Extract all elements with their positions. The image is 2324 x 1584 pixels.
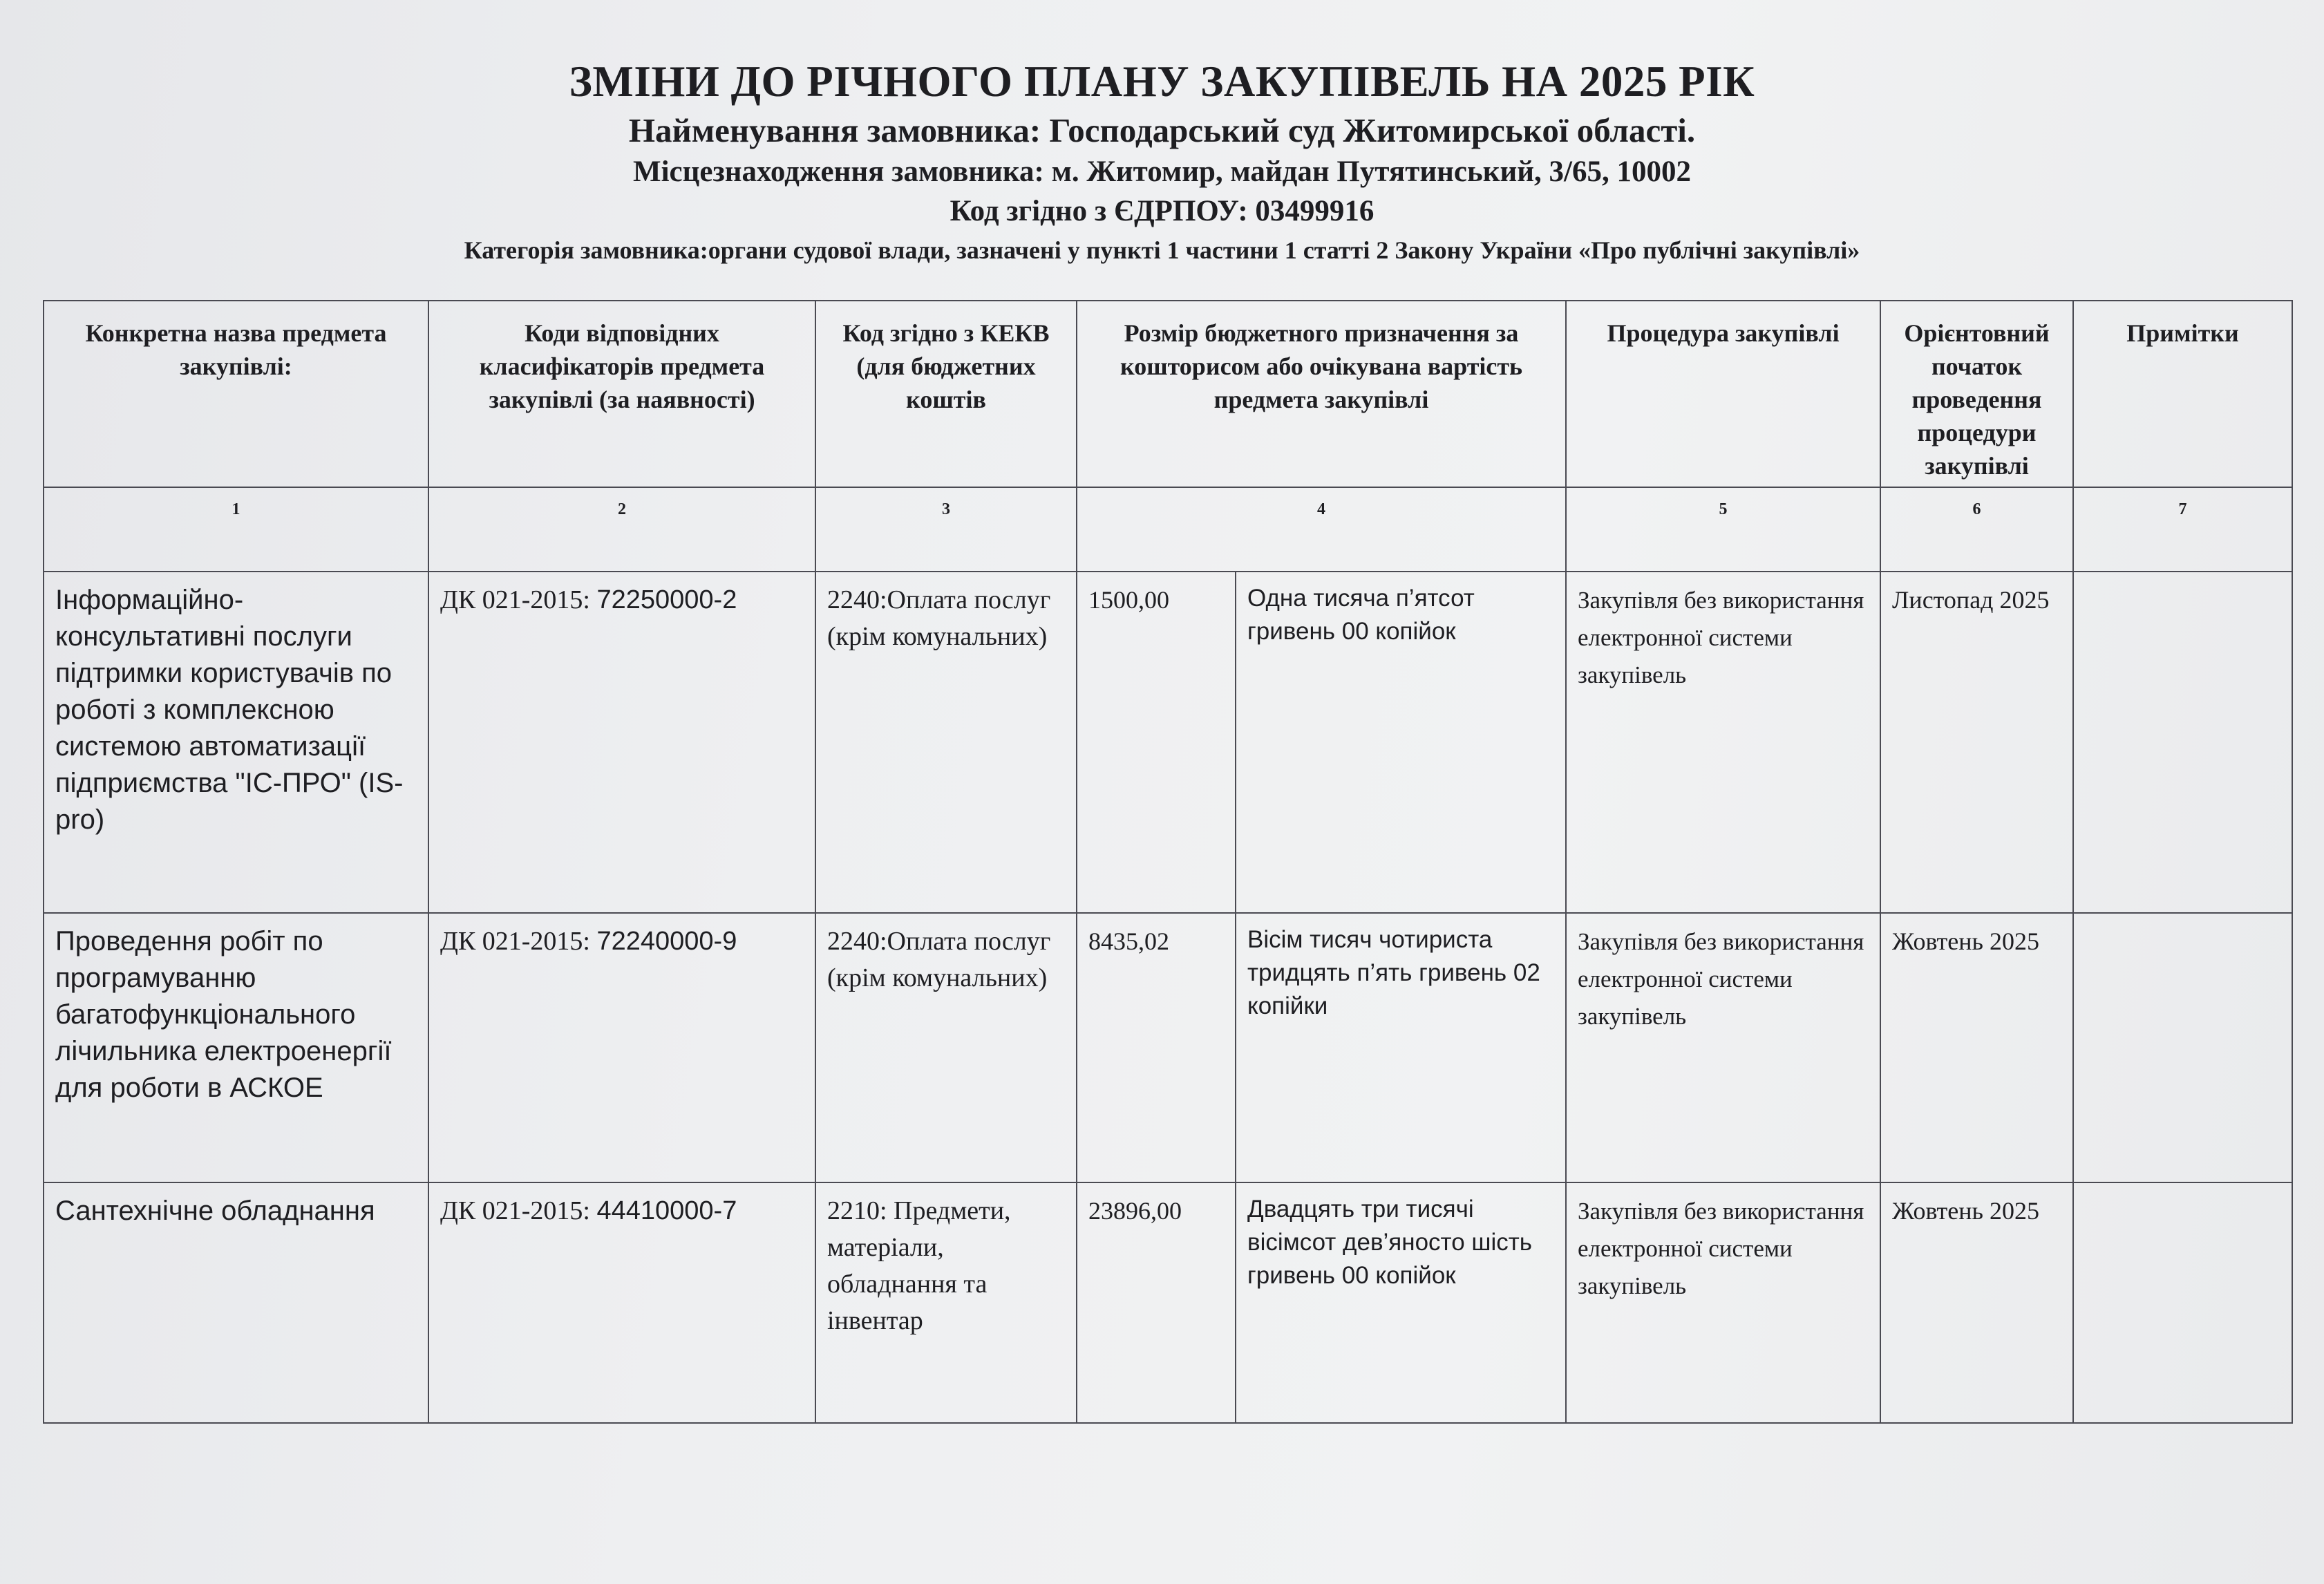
column-number: 5 xyxy=(1566,487,1880,572)
column-header-kekv: Код згідно з КЕКВ (для бюджетних коштів xyxy=(815,301,1077,487)
column-header-start: Орієнтовний початок проведення процедури закупівлі xyxy=(1880,301,2073,487)
budget-amount: 23896,00 xyxy=(1077,1182,1236,1423)
procedure-start: Жовтень 2025 xyxy=(1880,913,2073,1182)
column-header-budget: Розмір бюджетного призначення за кошторисом або очікувана вартість предмета закупівлі xyxy=(1077,301,1566,487)
document-header xyxy=(0,54,2324,269)
procurement-subject: Інформаційно-консультативні послуги підтримки користувачів по роботі з комплексною системою автоматизації підприємства "ІС-ПРО" (IS-pro) xyxy=(44,572,428,913)
budget-amount-words: Двадцять три тисячі вісімсот дев’яносто шість гривень 00 копійок xyxy=(1236,1182,1566,1423)
header-row xyxy=(44,301,2292,487)
column-number: 7 xyxy=(2073,487,2292,572)
edrpou-code: Код згідно з ЄДРПОУ: 03499916 xyxy=(950,195,1374,227)
procurement-subject: Сантехнічне обладнання xyxy=(44,1182,428,1423)
procurement-procedure: Закупівля без використання електронної системи закупівель xyxy=(1566,572,1880,913)
customer-category: Категорія замовника:органи судової влади, зазначені у пункті 1 частини 1 статті 2 Закону України «Про публічні закупівлі» xyxy=(464,236,1860,264)
column-header-subject: Конкретна назва предмета закупівлі: xyxy=(44,301,428,487)
customer-name: Найменування замовника: Господарський суд Житомирської області. xyxy=(628,111,1696,149)
budget-amount-words: Одна тисяча п’ятсот гривень 00 копійок xyxy=(1236,572,1566,913)
budget-amount: 1500,00 xyxy=(1077,572,1236,913)
procedure-start: Жовтень 2025 xyxy=(1880,1182,2073,1423)
column-number: 2 xyxy=(428,487,815,572)
procurement-plan-table xyxy=(43,300,2293,1424)
customer-location: Місцезнаходження замовника: м. Житомир, майдан Путятинський, 3/65, 10002 xyxy=(633,155,1691,188)
classifier-number: 72240000-9 xyxy=(596,927,737,956)
table-row xyxy=(44,913,2292,1182)
kekv-code: 2240:Оплата послуг (крім комунальних) xyxy=(815,913,1077,1182)
table-row xyxy=(44,1182,2292,1423)
column-header-procedure: Процедура закупівлі xyxy=(1566,301,1880,487)
budget-amount: 8435,02 xyxy=(1077,913,1236,1182)
classifier-number: 72250000-2 xyxy=(596,585,737,614)
kekv-code: 2210: Предмети, матеріали, обладнання та інвентар xyxy=(815,1182,1077,1423)
notes xyxy=(2073,572,2292,913)
column-number: 3 xyxy=(815,487,1077,572)
column-number-row xyxy=(44,487,2292,572)
procurement-subject: Проведення робіт по програмуванню багатофункціонального лічильника електроенергії для роботи в АСКОЕ xyxy=(44,913,428,1182)
classifier-number: 44410000-7 xyxy=(596,1196,737,1225)
classifier-prefix: ДК 021-2015: xyxy=(440,927,597,956)
classifier-code xyxy=(428,913,815,1182)
column-number: 6 xyxy=(1880,487,2073,572)
procurement-procedure: Закупівля без використання електронної системи закупівель xyxy=(1566,1182,1880,1423)
classifier-prefix: ДК 021-2015: xyxy=(440,585,597,614)
classifier-prefix: ДК 021-2015: xyxy=(440,1196,597,1225)
notes xyxy=(2073,913,2292,1182)
document-title: ЗМІНИ ДО РІЧНОГО ПЛАНУ ЗАКУПІВЕЛЬ НА 2025 РІК xyxy=(569,57,1755,106)
column-number: 1 xyxy=(44,487,428,572)
procurement-procedure: Закупівля без використання електронної системи закупівель xyxy=(1566,913,1880,1182)
column-number: 4 xyxy=(1077,487,1566,572)
table-row xyxy=(44,572,2292,913)
notes xyxy=(2073,1182,2292,1423)
classifier-code xyxy=(428,572,815,913)
procedure-start: Листопад 2025 xyxy=(1880,572,2073,913)
column-header-notes: Примітки xyxy=(2073,301,2292,487)
kekv-code: 2240:Оплата послуг (крім комунальних) xyxy=(815,572,1077,913)
classifier-code xyxy=(428,1182,815,1423)
column-header-classifier: Коди відповідних класифікаторів предмета закупівлі (за наявності) xyxy=(428,301,815,487)
budget-amount-words: Вісім тисяч чотириста тридцять п’ять гривень 02 копійки xyxy=(1236,913,1566,1182)
